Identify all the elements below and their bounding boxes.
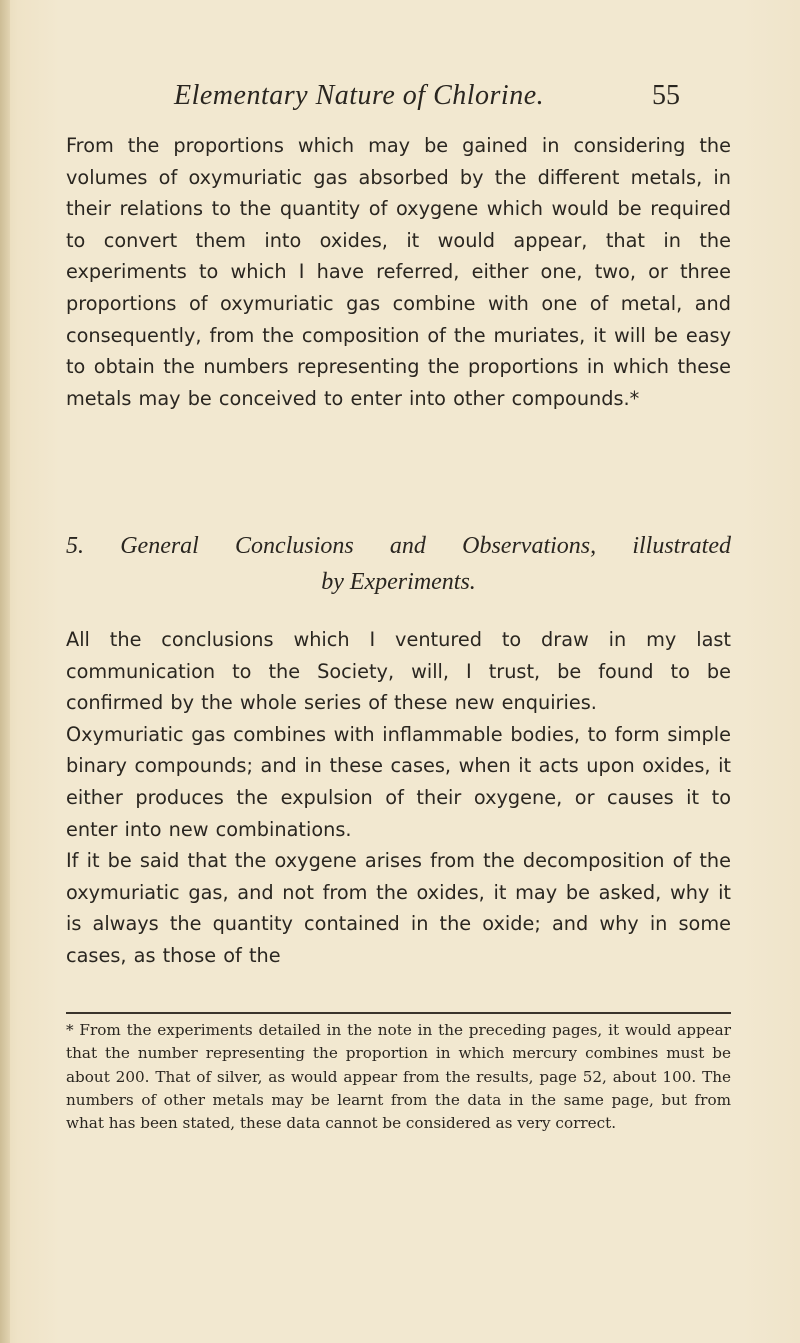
section-heading-line-2: by Experiments.	[321, 569, 476, 595]
paragraph: Oxymuriatic gas combines with inflammable bodies, to form simple binary compounds; and in these cases, when it acts upon oxides, it either produces the expulsion of their oxygene, or causes it to enter into new combinations.	[66, 722, 731, 841]
footnote-rule	[66, 1012, 731, 1014]
section-heading-line-1: 5. General Conclusions and Observations, illustrated	[66, 533, 731, 559]
body-text-top	[66, 130, 731, 414]
running-head-title: Elementary Nature of Chlorine.	[174, 80, 545, 111]
footnote	[66, 1019, 731, 1135]
running-head	[60, 80, 760, 124]
footnote-text: * From the experiments detailed in the note in the preceding pages, it would appear that the number representing the proportion in which mercury combines must be about 200. That of silver, as would appear from the results, page 52, about 100. The numbers of other metals may be learnt from the data in the same page, but from what has been stated, these data cannot be considered as very correct.	[66, 1021, 731, 1133]
paragraph: If it be said that the oxygene arises from the decomposition of the oxymuriatic gas, and not from the oxides, it may be asked, why it is always the quantity contained in the oxide; and why in some cases, as those of the	[66, 849, 731, 967]
paragraph: From the proportions which may be gained in considering the volumes of oxymuriatic gas absorbed by the different metals, in their relations to the quantity of oxygene which would be required to convert them into oxides, it would appear, that in the experiments to which I have referred, either one, two, or three proportions of oxymuriatic gas combine with one of metal, and consequently, from the composition of the muriates, it will be easy to obtain the numbers representing the proportions in which these metals may be conceived to enter into other compounds.*	[66, 134, 731, 410]
body-text-bottom	[66, 624, 731, 972]
paragraph: All the conclusions which I ventured to draw in my last communication to the Society, will, I trust, be found to be confirmed by the whole series of these new enquiries.	[66, 628, 731, 715]
section-heading	[66, 528, 731, 600]
page-number: 55	[652, 80, 680, 111]
page-gutter	[0, 0, 10, 1343]
